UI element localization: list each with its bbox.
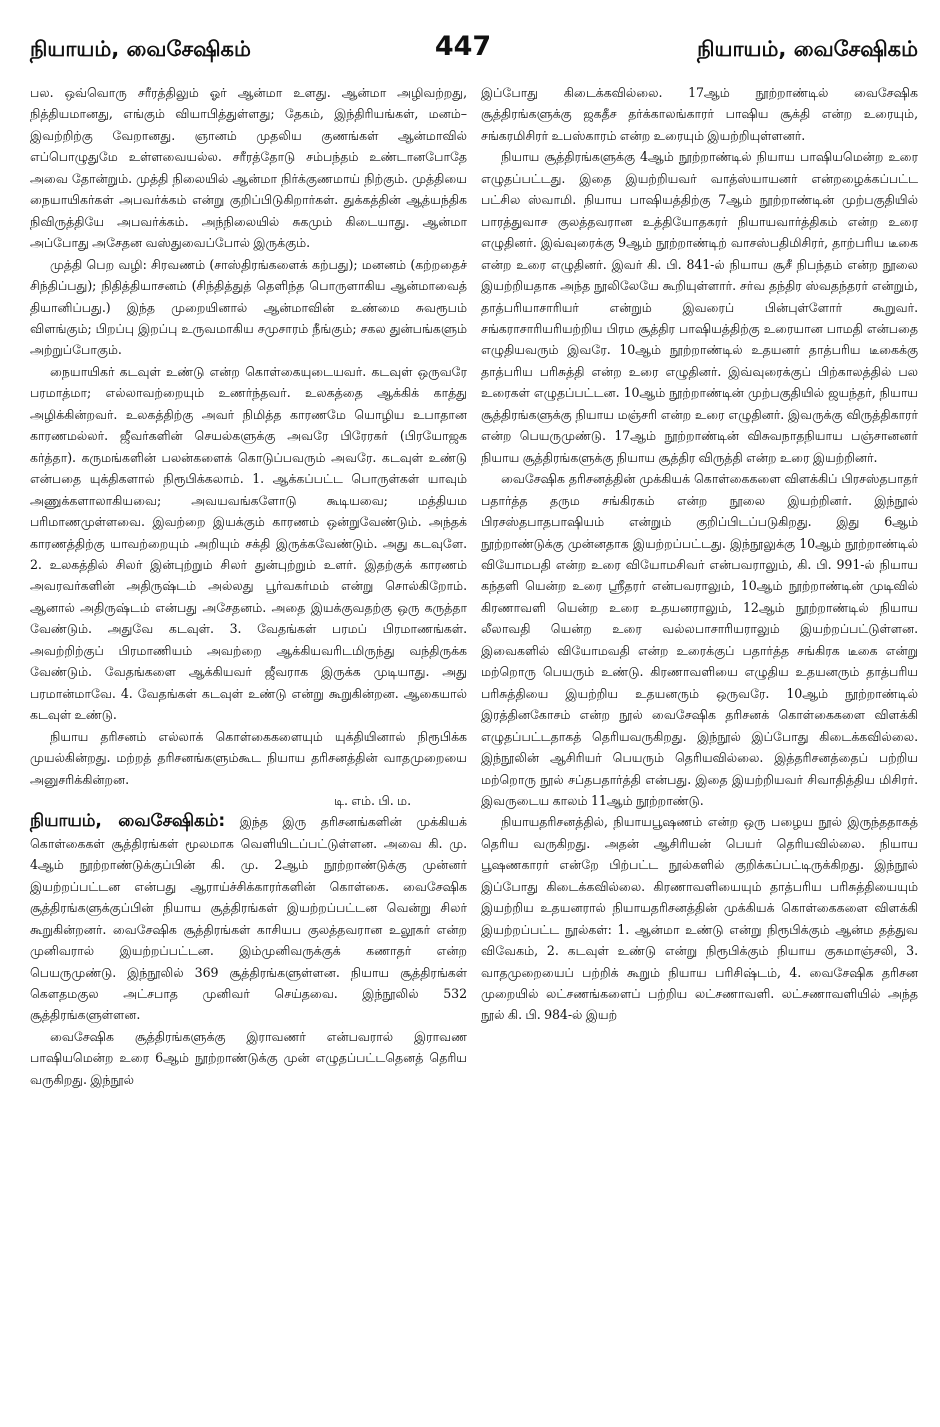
text-columns: [30, 82, 918, 1090]
left-column: [30, 82, 467, 1090]
page-number: 447: [434, 31, 492, 62]
paragraph: நையாயிகர் கடவுள் உண்டு என்ற கொள்கையுடையவர். கடவுள் ஒருவரே பரமாத்மா; எல்லாவற்றையும் உணர்ந்தவர். உலகத்தை ஆக்கிக் காத்து அழிக்கின்றவர். உலகத்திற்கு அவர் நிமித்த காரணமே யொழிய உபாதான காரணமல்லர். ஜீவர்களின் செயல்களுக்கு அவரே பிரேரகர் (பிரயோஜக கர்த்தா). கருமங்களின் பலன்களைக் கொடுப்பவரும் அவரே. கடவுள் உண்டு என்பதை யுக்திகளால் நிரூபிக்கலாம். 1. ஆக்கப்பட்ட பொருள்கள் யாவும் அணுக்களாலாகியவை; அவயவங்களோடு கூடியவை; மத்தியம பரிமாணமுள்ளவை. இவற்றை இயக்கும் காரணம் ஒன்றுவேண்டும். அந்தக் காரணத்திற்கு யாவற்றையும் அறியும் சக்தி இருக்கவேண்டும். அது கடவுளே. 2. உலகத்தில் சிலர் இன்புற்றும் சிலர் துன்புற்றும் உளர். இதற்குக் காரணம் அவரவர்களின் அதிருஷ்டம் அல்லது பூர்வகர்மம் என்று சொல்கிறோம். ஆனால் அதிருஷ்டம் என்பது அசேதனம். அதை இயக்குவதற்கு ஒரு கருத்தா வேண்டும். அதுவே கடவுள். 3. வேதங்கள் பரமப் பிரமாணங்கள். அவற்றிற்குப் பிரமாணியம் அவற்றை ஆக்கியவரிடமிருந்து வந்திருக்க வேண்டும். வேதங்களை ஆக்கியவர் ஜீவராக இருக்க முடியாது. அது பரமான்மாவே. 4. வேதங்கள் கடவுள் உண்டு என்று கூறுகின்றன. ஆகையால் கடவுள் உண்டு.: [30, 363, 467, 723]
right-column: [481, 82, 918, 1090]
running-title-left: நியாயம், வைசேஷிகம்: [30, 37, 251, 61]
paragraph: முத்தி பெற வழி: சிரவணம் (சாஸ்திரங்களைக் கற்பது); மனனம் (கற்றதைச் சிந்திப்பது); நிதித்தியாசனம் (சிந்தித்துத் தெளிந்த பொருளாகிய ஆன்மாவைத் தியானிப்பது.) இந்த முறையினால் ஆன்மாவின் உண்மை சுவரூபம் விளங்கும்; பிறப்பு இறப்பு உருவமாகிய சமுசாரம் நீங்கும்; சகல துன்பங்களும் அற்றுப்போகும்.: [30, 256, 467, 358]
entry-title: நியாயம், வைசேஷிகம்:: [30, 811, 226, 832]
paragraph: வைசேஷிக தரிசனத்தின் முக்கியக் கொள்கைகளை விளக்கிப் பிரசஸ்தபாதர் பதார்த்த தரும சங்கிரகம் என்ற நூலை இயற்றினர். இந்நூல் பிரசஸ்தபாதபாஷியம் என்றும் குறிப்பிடப்படுகிறது. இது 6ஆம் நூற்றாண்டுக்கு முன்னதாக இயற்றப்பட்டது. இந்நூலுக்கு 10ஆம் நூற்றாண்டில் வியோமபதி என்ற உரை வியோமசிவர் என்பவராலும், கி. பி. 991-ல் நியாய கந்தளி யென்ற உரை ஸ்ரீதரர் என்பவராலும், 10ஆம் நூற்றாண்டின் முடிவில் கிரணாவளி யென்ற உரை உதயனராலும், 12ஆம் நூற்றாண்டில் நியாய லீலாவதி யென்ற உரை வல்லபாசாரியராலும் இயற்றப்பட்டுள்ளன. இவைகளில் வியோமவதி என்ற உரைக்குப் பதார்த்த சங்கிரக டீகை என்று மற்றொரு பெயரும் உண்டு. கிரணாவளியை எழுதிய உதயனரும் தாத்பரிய பரிசுத்தியை இயற்றிய உதயனரும் ஒருவரே. 10ஆம் நூற்றாண்டில் இரத்தினகோசம் என்ற நூல் வைசேஷிக தரிசனக் கொள்கைகளை விளக்கி எழுதப்பட்டதாகத் தெரியவருகிறது. இந்நூல் இப்போது கிடைக்கவில்லை. இந்நூலின் ஆசிரியர் பெயரும் தெரியவில்லை. இத்தரிசனத்தைப் பற்றிய மற்றொரு நூல் சப்தபதார்த்தி என்பது. இதை இயற்றியவர் சிவாதித்திய மிசிரர். இவருடைய காலம் 11ஆம் நூற்றாண்டு.: [481, 471, 918, 808]
author-signature-line: [30, 790, 467, 811]
author-initials: டி. எம். பி. ம.: [334, 792, 411, 808]
paragraph: நியாய சூத்திரங்களுக்கு 4ஆம் நூற்றாண்டில் நியாய பாஷியமென்ற உரை எழுதப்பட்டது. இதை இயற்றியவர் வாத்ஸ்யாயனர் என்றழைக்கப்பட்ட பட்சில ஸ்வாமி. நியாய பாஷியத்திற்கு 7ஆம் நூற்றாண்டின் முற்பகுதியில் பாரத்துவாச குலத்தவரான உத்தியோதகரர் நியாயவார்த்திகம் என்ற உரை எழுதினர். இவ்வுரைக்கு 9ஆம் நூற்றாண்டிற் வாசஸ்பதிமிசிரர், தாற்பரிய டீகை என்ற உரை எழுதினர். இவர் கி. பி. 841-ல் நியாய சூசீ நிபந்தம் என்ற நூலை இயற்றியதாக அந்த நூலிலேயே கூறியுள்ளார். சர்வ தந்திர ஸ்வதந்தரர் என்றும், தாத்பரியாசாரியர் என்றும் இவரைப் பின்புள்ளோர் கூறுவர். சங்கராசாரியரியற்றிய பிரம சூத்திர பாஷியத்திற்கு உரையான பாமதி என்பதை எழுதியவரும் இவரே. 10ஆம் நூற்றாண்டில் உதயனர் தாத்பரிய டீகைக்கு தாத்பரிய பரிசுத்தி என்ற உரை எழுதினர். இவ்வுரைக்குப் பிற்காலத்தில் பல உரைகள் எழுதப்பட்டன. 10ஆம் நூற்றாண்டின் முற்பகுதியில் ஜயந்தர், நியாய சூத்திரங்களுக்கு நியாய மஞ்சரி என்ற உரை எழுதினர். இவருக்கு விருத்திகாரர் என்ற பெயருமுண்டு. 17ஆம் நூற்றாண்டின் விசுவநாதநியாய பஞ்சானனர் நியாய சூத்திரங்களுக்கு நியாய சூத்திர விருத்தி என்ற உரை இயற்றினர்.: [481, 149, 918, 465]
paragraph: நியாய தரிசனம் எல்லாக் கொள்கைகளையும் யுக்தியினால் நிரூபிக்க முயல்கின்றது. மற்றத் தரிசனங்களும்கூட நியாய தரிசனத்தின் வாதமுறையை அனுசரிக்கின்றன.: [30, 728, 467, 787]
entry-body: இந்த இரு தரிசனங்களின் முக்கியக் கொள்கைகள் சூத்திரங்கள் மூலமாக வெளியிடப்பட்டுள்ளன. அவை கி. மு. 4ஆம் நூற்றாண்டுக்குப்பின் கி. மு. 2ஆம் நூற்றாண்டுக்கு முன்னர் இயற்றப்பட்டன என்பது ஆராய்ச்சிக்காரர்களின் கொள்கை. வைசேஷிக சூத்திரங்களுக்குப்பின் நியாய சூத்திரங்கள் இயற்றப்பட்டன வென்று சிலர் கூறுகின்றனர். வைசேஷிக சூத்திரங்கள் காசியப குலத்தவரான உலூகர் என்ற முனிவரால் இயற்றப்பட்டன. இம்முனிவருக்குக் கணாதர் என்ற பெயருமுண்டு. இந்நூலில் 369 சூத்திரங்களுள்ளன. நியாய சூத்திரங்கள் கௌதமகுல அட்சபாத முனிவர் செய்தவை. இந்நூலில் 532 சூத்திரங்களுள்ளன.: [30, 814, 468, 1023]
paragraph: நியாயதரிசனத்தில், நியாயபூஷணம் என்ற ஒரு பழைய நூல் இருந்ததாகத் தெரிய வருகிறது. அதன் ஆசிரியன் பெயர் தெரியவில்லை. நியாய பூஷணகாரர் என்றே பிற்பட்ட நூல்களில் குறிக்கப்பட்டிருக்கிறது. இந்நூல் இப்போது கிடைக்கவில்லை. கிரணாவளியையும் தாத்பரிய பரிசுத்தியையும் இயற்றிய உதயனரால் நியாயதரிசனத்தின் முக்கியக் கொள்கைகளை விளக்கி இயற்றப்பட்ட நூல்கள்: 1. ஆன்மா உண்டு என்று நிரூபிக்கும் ஆன்ம தத்துவ விவேகம், 2. கடவுள் உண்டு என்று நிரூபிக்கும் நியாய குசுமாஞ்சலி, 3. வாதமுறையைப் பற்றிக் கூறும் நியாய பரிசிஷ்டம், 4. வைசேஷிக தரிசன முறையில் லட்சணங்களைப் பற்றிய லட்சணாவளி. லட்சணாவளியில் அந்த நூல் கி. பி. 984-ல் இயற்: [481, 814, 918, 1023]
paragraph: பல. ஒவ்வொரு சரீரத்திலும் ஓர் ஆன்மா உளது. ஆன்மா அழிவற்றது, நித்தியமானது, எங்கும் வியாபித்துள்ளது; தேகம், இந்திரியங்கள், மனம்–இவற்றிற்கு வேறானது. ஞானம் முதலிய குணங்கள் ஆன்மாவில் எப்பொழுதுமே உள்ளவையல்ல. சரீரத்தோடு சம்பந்தம் உண்டானபோதே அவை தோன்றும். முத்தி நிலையில் ஆன்மா நிர்க்குணமாய் நிற்கும். முத்தியை நையாயிகர்கள் அபவர்க்கம் என்று குறிப்பிடுகிறார்கள். துக்கத்தின் ஆத்யந்திக நிவிருத்தியே அபவர்க்கம். அந்நிலையில் சுகமும் கிடையாது. ஆன்மா அப்போது அசேதன வஸ்துவைப்போல் இருக்கும்.: [30, 85, 467, 251]
page-header: [30, 26, 918, 60]
entry-paragraph: [30, 811, 467, 1026]
paragraph: வைசேஷிக சூத்திரங்களுக்கு இராவணர் என்பவரால் இராவண பாஷியமென்ற உரை 6ஆம் நூற்றாண்டுக்கு முன் எழுதப்பட்டதெனத் தெரிய வருகிறது. இந்நூல்: [30, 1028, 467, 1087]
running-title-right: நியாயம், வைசேஷிகம்: [697, 37, 918, 61]
paragraph: இப்போது கிடைக்கவில்லை. 17ஆம் நூற்றாண்டில் வைசேஷிக சூத்திரங்களுக்கு ஜகதீச தர்க்காலங்காரர் பாஷிய சூக்தி என்ற உரையும், சங்கரமிசிரர் உபஸ்காரம் என்ற உரையும் இயற்றியுள்ளனர்.: [481, 85, 918, 143]
